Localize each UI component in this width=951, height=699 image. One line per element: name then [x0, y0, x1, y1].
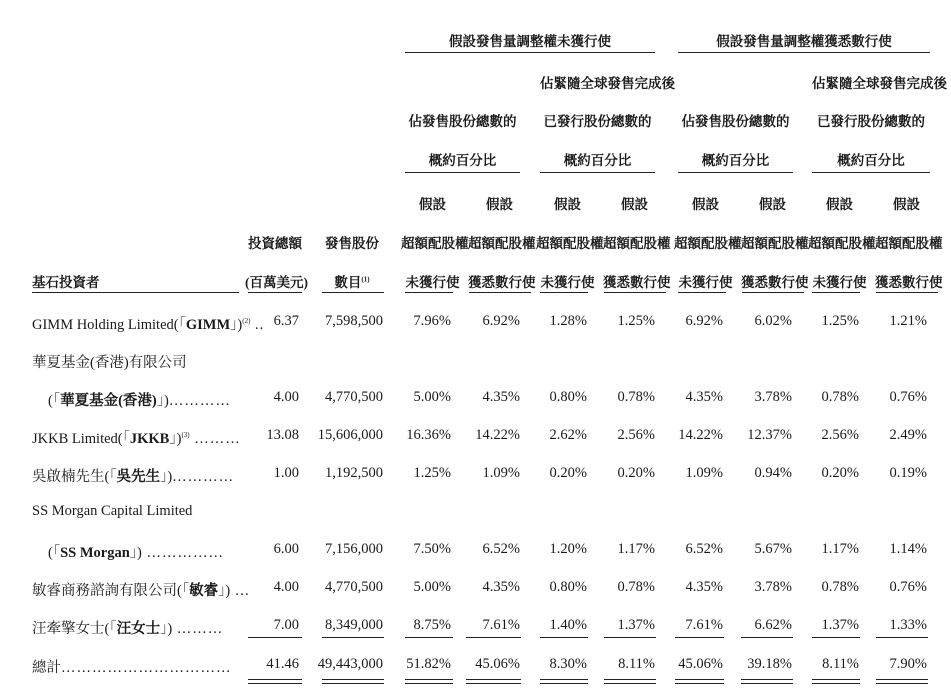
table-cell: 7.61% [685, 617, 723, 633]
leaf-header-fully-exercised: 獲悉數行使 [875, 275, 943, 290]
leaf-header-not-exercised: 未獲行使 [540, 275, 595, 290]
total-double-rule [322, 679, 384, 684]
leaf-header-underline [540, 292, 588, 293]
table-cell: 1.17% [617, 541, 655, 557]
subtotal-rule [248, 637, 302, 638]
total-cell: 41.46 [266, 656, 299, 672]
investor-name: 汪牽擎女士(「汪女士」) ……… [32, 621, 224, 637]
column-header-underline [322, 292, 384, 293]
table-cell: 4.00 [273, 579, 299, 595]
group-header-not-exercised: 假設發售量調整權未獲行使 [449, 34, 611, 49]
table-cell: 0.19% [889, 465, 927, 481]
table-cell: 1.25% [617, 313, 655, 329]
total-double-rule [675, 679, 724, 684]
table-cell: 0.20% [549, 465, 587, 481]
table-cell: 3.78% [754, 389, 792, 405]
leaf-header-assume: 假設 [419, 197, 446, 212]
subheader-approx-pct: 概約百分比 [563, 153, 632, 168]
leaf-header-underline [604, 292, 666, 293]
subheader-after-offering-2: 已發行股份總數的 [817, 114, 925, 129]
group-header-underline [678, 52, 930, 53]
subtotal-rule [812, 637, 860, 638]
subtotal-rule [322, 637, 384, 638]
leaf-header-fully-exercised: 獲悉數行使 [468, 275, 536, 290]
subtotal-rule [466, 637, 521, 638]
leaf-header-underline [876, 292, 938, 293]
total-row-label: 總計…………………………… [32, 660, 232, 676]
table-cell: 8.75% [413, 617, 451, 633]
table-cell: 7,156,000 [325, 541, 383, 557]
subtotal-rule [876, 637, 928, 638]
leaf-header-underline [678, 292, 726, 293]
table-cell: 7,598,500 [325, 313, 383, 329]
column-header-underline [32, 292, 239, 293]
group-header-fully-exercised: 假設發售量調整權獲悉數行使 [716, 34, 892, 49]
total-cell: 51.82% [406, 656, 451, 672]
table-cell: 1.20% [549, 541, 587, 557]
table-cell: 2.49% [889, 427, 927, 443]
table-cell: 6.52% [685, 541, 723, 557]
table-cell: 1.09% [685, 465, 723, 481]
column-header-investment-2: (百萬美元) [245, 275, 308, 290]
leaf-header-not-exercised: 未獲行使 [812, 275, 867, 290]
table-cell: 1.21% [889, 313, 927, 329]
table-cell: 2.62% [549, 427, 587, 443]
table-cell: 6.02% [754, 313, 792, 329]
column-header-shares-2: 數目$^{(1)}$ [334, 275, 370, 290]
table-cell: 2.56% [617, 427, 655, 443]
table-cell: 14.22% [678, 427, 723, 443]
leaf-header-assume: 假設 [621, 197, 648, 212]
total-double-rule [248, 679, 302, 684]
subheader-after-offering-1: 佔緊隨全球發售完成後 [540, 76, 675, 91]
table-cell: 7.00 [273, 617, 299, 633]
leaf-header-assume: 假設 [692, 197, 719, 212]
leaf-header-assume: 假設 [554, 197, 581, 212]
table-cell: 1.25% [821, 313, 859, 329]
subheader-approx-pct: 概約百分比 [837, 153, 905, 168]
leaf-header-fully-exercised: 獲悉數行使 [603, 275, 671, 290]
table-cell: 6.52% [482, 541, 520, 557]
table-cell: 7.50% [413, 541, 451, 557]
table-cell: 6.62% [754, 617, 792, 633]
total-cell: 45.06% [678, 656, 723, 672]
subheader-after-offering-2: 已發行股份總數的 [543, 114, 652, 129]
subheader-underline [540, 172, 655, 173]
table-cell: 5.00% [413, 389, 451, 405]
table-cell: 4.00 [273, 389, 299, 405]
total-cell: 8.11% [618, 656, 655, 672]
leaf-header-assume: 假設 [826, 197, 853, 212]
table-cell: 1.00 [273, 465, 299, 481]
leaf-header-overallotment: 超額配股權 [674, 236, 742, 251]
table-cell: 1.28% [549, 313, 587, 329]
table-cell: 4.35% [482, 389, 520, 405]
leaf-header-fully-exercised: 獲悉數行使 [741, 275, 809, 290]
investor-name: 吳啟楠先生(「吳先生」)………… [32, 469, 235, 485]
table-cell: 16.36% [406, 427, 451, 443]
investor-name-line1: 華夏基金(香港)有限公司 [32, 355, 187, 371]
subheader-offer-shares: 佔發售股份總數的 [408, 114, 517, 129]
table-cell: 13.08 [266, 427, 299, 443]
subheader-underline [678, 172, 793, 173]
total-cell: 7.90% [889, 656, 927, 672]
group-header-underline [405, 52, 655, 53]
subtotal-rule [604, 637, 656, 638]
subheader-underline [405, 172, 520, 173]
subheader-underline [812, 172, 930, 173]
table-cell: 8,349,000 [325, 617, 383, 633]
table-cell: 0.78% [821, 389, 859, 405]
table-cell: 1.40% [549, 617, 587, 633]
total-cell: 8.11% [822, 656, 859, 672]
subheader-approx-pct: 概約百分比 [428, 153, 497, 168]
table-cell: 0.80% [549, 579, 587, 595]
table-cell: 4,770,500 [325, 579, 383, 595]
column-header-shares-1: 發售股份 [325, 236, 379, 251]
table-cell: 1,192,500 [325, 465, 383, 481]
column-header-underline [248, 292, 302, 293]
leaf-header-underline [812, 292, 860, 293]
subheader-after-offering-1: 佔緊隨全球發售完成後 [812, 76, 947, 91]
leaf-header-overallotment: 超額配股權 [808, 236, 876, 251]
table-cell: 12.37% [747, 427, 792, 443]
table-cell: 1.37% [821, 617, 859, 633]
table-cell: 1.17% [821, 541, 859, 557]
table-cell: 6.92% [482, 313, 520, 329]
leaf-header-underline [405, 292, 453, 293]
table-cell: 1.09% [482, 465, 520, 481]
leaf-header-overallotment: 超額配股權 [401, 236, 469, 251]
table-cell: 5.67% [754, 541, 792, 557]
subheader-approx-pct: 概約百分比 [701, 153, 770, 168]
subtotal-rule [405, 637, 453, 638]
total-cell: 49,443,000 [317, 656, 383, 672]
leaf-header-assume: 假設 [893, 197, 920, 212]
table-cell: 1.14% [889, 541, 927, 557]
total-double-rule [741, 679, 793, 684]
investor-name: (「華夏基金(香港)」)………… [48, 393, 231, 409]
table-cell: 0.20% [821, 465, 859, 481]
column-header-investment-1: 投資總額 [248, 236, 302, 251]
table-cell: 1.37% [617, 617, 655, 633]
table-cell: 2.56% [821, 427, 859, 443]
table-cell: 7.96% [413, 313, 451, 329]
table-cell: 0.78% [821, 579, 859, 595]
table-cell: 14.22% [475, 427, 520, 443]
leaf-header-underline [742, 292, 804, 293]
table-cell: 4.35% [685, 579, 723, 595]
table-cell: 0.76% [889, 579, 927, 595]
table-cell: 4,770,500 [325, 389, 383, 405]
table-cell: 0.76% [889, 389, 927, 405]
investor-name: (「SS Morgan」) …………… [48, 545, 225, 561]
investor-name: GIMM Holding Limited(「GIMM」)$^{(2)}$ .. [32, 317, 265, 333]
leaf-header-not-exercised: 未獲行使 [405, 275, 460, 290]
total-double-rule [876, 679, 928, 684]
leaf-header-overallotment: 超額配股權 [536, 236, 604, 251]
total-cell: 8.30% [549, 656, 587, 672]
table-cell: 5.00% [413, 579, 451, 595]
table-cell: 3.78% [754, 579, 792, 595]
table-cell: 0.78% [617, 389, 655, 405]
leaf-header-underline [469, 292, 531, 293]
leaf-header-assume: 假設 [486, 197, 513, 212]
total-double-rule [812, 679, 860, 684]
table-cell: 6.00 [273, 541, 299, 557]
investor-name-line1: SS Morgan Capital Limited [32, 503, 193, 519]
subtotal-rule [540, 637, 588, 638]
table-cell: 4.35% [685, 389, 723, 405]
table-cell: 1.33% [889, 617, 927, 633]
total-double-rule [466, 679, 521, 684]
table-cell: 7.61% [482, 617, 520, 633]
table-cell: 6.92% [685, 313, 723, 329]
table-cell: 6.37 [273, 313, 299, 329]
leaf-header-overallotment: 超額配股權 [468, 236, 536, 251]
leaf-header-not-exercised: 未獲行使 [678, 275, 733, 290]
table-cell: 4.35% [482, 579, 520, 595]
table-cell: 0.20% [617, 465, 655, 481]
subtotal-rule [741, 637, 793, 638]
table-cell: 0.94% [754, 465, 792, 481]
total-cell: 45.06% [475, 656, 520, 672]
total-double-rule [604, 679, 656, 684]
table-cell: 15,606,000 [317, 427, 383, 443]
investor-name: JKKB Limited(「JKKB」)$^{(3)}$ ……… [32, 431, 241, 447]
table-cell: 1.25% [413, 465, 451, 481]
investor-name: 敏睿商務諮詢有限公司(「敏睿」) … [32, 583, 251, 599]
leaf-header-overallotment: 超額配股權 [603, 236, 671, 251]
subheader-offer-shares: 佔發售股份總數的 [681, 114, 790, 129]
subtotal-rule [675, 637, 724, 638]
leaf-header-assume: 假設 [759, 197, 786, 212]
column-header-investor: 基石投資者 [32, 275, 100, 290]
table-cell: 0.78% [617, 579, 655, 595]
total-double-rule [405, 679, 453, 684]
leaf-header-overallotment: 超額配股權 [741, 236, 809, 251]
leaf-header-overallotment: 超額配股權 [875, 236, 943, 251]
total-double-rule [540, 679, 588, 684]
table-cell: 0.80% [549, 389, 587, 405]
total-cell: 39.18% [747, 656, 792, 672]
